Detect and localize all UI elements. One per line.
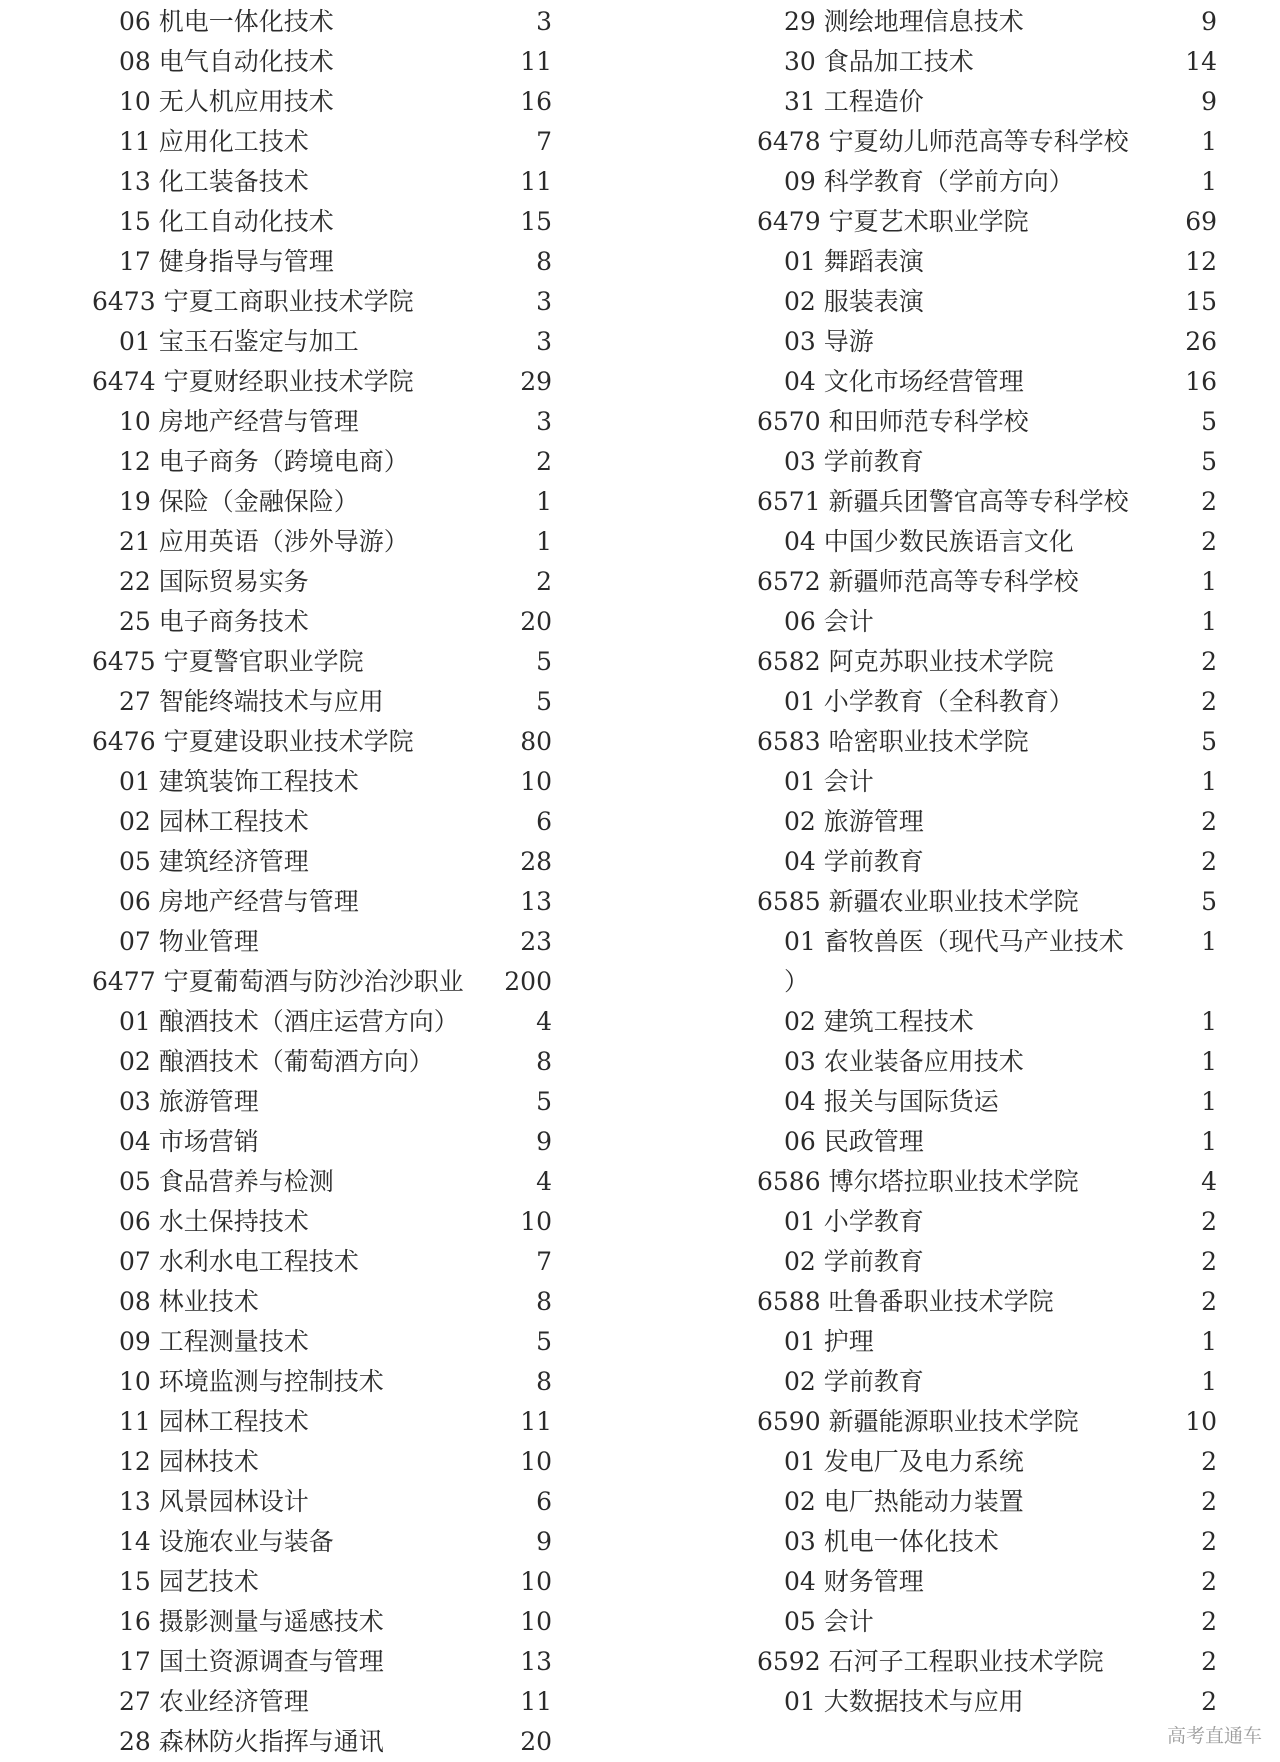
major-name: 19 保险（金融保险）: [119, 487, 359, 516]
major-name: 12 电子商务（跨境电商）: [119, 447, 409, 476]
enrollment-count: 4: [536, 1167, 552, 1196]
major-name: 01 建筑装饰工程技术: [119, 767, 359, 796]
major-name: 01 护理: [784, 1327, 874, 1356]
major-row: [92, 522, 562, 562]
left-column: [92, 2, 562, 1762]
major-name: 03 机电一体化技术: [784, 1527, 999, 1556]
enrollment-count: 11: [520, 1687, 552, 1716]
enrollment-count: 1: [536, 487, 552, 516]
enrollment-count: 2: [1201, 807, 1217, 836]
major-name: 03 导游: [784, 327, 874, 356]
enrollment-count: 1: [1201, 607, 1217, 636]
major-name: 05 建筑经济管理: [119, 847, 309, 876]
enrollment-count: 7: [536, 127, 552, 156]
enrollment-count: 16: [1185, 367, 1217, 396]
major-name: 30 食品加工技术: [784, 47, 974, 76]
major-row: [92, 1242, 562, 1282]
enrollment-count: 3: [536, 407, 552, 436]
enrollment-count: 23: [520, 927, 552, 956]
major-row: [92, 122, 562, 162]
major-name: 10 房地产经营与管理: [119, 407, 359, 436]
major-name: 01 酿酒技术（酒庄运营方向）: [119, 1007, 459, 1036]
major-row: [757, 82, 1227, 122]
school-row: [757, 1642, 1227, 1682]
enrollment-count: 15: [1185, 287, 1217, 316]
enrollment-count: 8: [536, 1367, 552, 1396]
major-row: [757, 922, 1227, 962]
major-row: [757, 1202, 1227, 1242]
major-name: 22 国际贸易实务: [119, 567, 309, 596]
major-name: ）: [784, 967, 810, 996]
major-row: [757, 322, 1227, 362]
school-row: [757, 202, 1227, 242]
school-row: [92, 962, 562, 1002]
major-row: [92, 1602, 562, 1642]
major-row: [757, 1082, 1227, 1122]
major-name: 09 科学教育（学前方向）: [784, 167, 1074, 196]
major-row: [92, 162, 562, 202]
major-row: [757, 1442, 1227, 1482]
enrollment-count: 12: [1185, 247, 1217, 276]
enrollment-count: 1: [1201, 127, 1217, 156]
major-name: 04 市场营销: [119, 1127, 259, 1156]
major-row: [92, 1522, 562, 1562]
enrollment-count: 2: [1201, 1687, 1217, 1716]
school-name: 6475 宁夏警官职业学院: [92, 647, 364, 676]
school-row: [92, 282, 562, 322]
major-name: 13 化工装备技术: [119, 167, 309, 196]
enrollment-count: 2: [1201, 1247, 1217, 1276]
major-row: [757, 362, 1227, 402]
enrollment-count: 1: [1201, 767, 1217, 796]
enrollment-count: 1: [1201, 567, 1217, 596]
enrollment-count: 10: [520, 767, 552, 796]
major-name: 08 电气自动化技术: [119, 47, 334, 76]
enrollment-count: 2: [1201, 1527, 1217, 1556]
enrollment-count: 11: [520, 1407, 552, 1436]
school-row: [757, 402, 1227, 442]
enrollment-count: 1: [1201, 1327, 1217, 1356]
major-name: 01 畜牧兽医（现代马产业技术: [784, 927, 1124, 956]
school-row: [757, 1162, 1227, 1202]
major-row: [757, 1482, 1227, 1522]
enrollment-count: 29: [520, 367, 552, 396]
enrollment-count: 2: [1201, 1447, 1217, 1476]
enrollment-count: 5: [1201, 887, 1217, 916]
major-row: [92, 1442, 562, 1482]
major-name: 29 测绘地理信息技术: [784, 7, 1024, 36]
enrollment-count: 3: [536, 327, 552, 356]
major-name: 01 小学教育（全科教育）: [784, 687, 1074, 716]
major-row: [92, 1042, 562, 1082]
major-name: 06 民政管理: [784, 1127, 924, 1156]
school-row: [757, 1282, 1227, 1322]
major-name: 02 服装表演: [784, 287, 924, 316]
enrollment-count: 28: [520, 847, 552, 876]
major-name: 25 电子商务技术: [119, 607, 309, 636]
major-row: [757, 1002, 1227, 1042]
enrollment-count: 15: [520, 207, 552, 236]
school-row: [757, 882, 1227, 922]
major-name: 06 会计: [784, 607, 874, 636]
major-row: [757, 802, 1227, 842]
school-row: [757, 722, 1227, 762]
major-row: [92, 882, 562, 922]
major-name: 31 工程造价: [784, 87, 924, 116]
major-name: 16 摄影测量与遥感技术: [119, 1607, 384, 1636]
enrollment-count: 200: [504, 967, 552, 996]
major-row: [92, 82, 562, 122]
enrollment-count: 2: [1201, 1647, 1217, 1676]
major-row: [757, 2, 1227, 42]
major-name: 02 园林工程技术: [119, 807, 309, 836]
school-name: 6592 石河子工程职业技术学院: [757, 1647, 1104, 1676]
major-row: [757, 442, 1227, 482]
enrollment-count: 26: [1185, 327, 1217, 356]
enrollment-count: 2: [1201, 647, 1217, 676]
enrollment-count: 1: [1201, 167, 1217, 196]
major-name: 01 小学教育: [784, 1207, 924, 1236]
major-name: 05 会计: [784, 1607, 874, 1636]
enrollment-count: 4: [536, 1007, 552, 1036]
major-row: [92, 1642, 562, 1682]
enrollment-count: 1: [1201, 1047, 1217, 1076]
major-name: 11 应用化工技术: [119, 127, 309, 156]
enrollment-count: 6: [536, 1487, 552, 1516]
school-row: [757, 1402, 1227, 1442]
enrollment-count: 10: [520, 1207, 552, 1236]
enrollment-count: 13: [520, 1647, 552, 1676]
major-row: [92, 1122, 562, 1162]
enrollment-count: 5: [536, 647, 552, 676]
school-name: 6588 吐鲁番职业技术学院: [757, 1287, 1054, 1316]
major-row: [92, 1482, 562, 1522]
school-name: 6585 新疆农业职业技术学院: [757, 887, 1079, 916]
major-name: 02 学前教育: [784, 1247, 924, 1276]
major-row: [757, 1602, 1227, 1642]
major-name: 17 健身指导与管理: [119, 247, 334, 276]
major-name: 09 工程测量技术: [119, 1327, 309, 1356]
major-name: 01 舞蹈表演: [784, 247, 924, 276]
school-name: 6570 和田师范专科学校: [757, 407, 1029, 436]
enrollment-count: 2: [536, 567, 552, 596]
enrollment-count: 1: [1201, 1007, 1217, 1036]
major-name: 27 智能终端技术与应用: [119, 687, 384, 716]
enrollment-count: 5: [1201, 727, 1217, 756]
enrollment-count: 2: [1201, 487, 1217, 516]
major-row: [92, 1282, 562, 1322]
enrollment-count: 2: [1201, 527, 1217, 556]
major-name: 01 宝玉石鉴定与加工: [119, 327, 359, 356]
major-name: 06 机电一体化技术: [119, 7, 334, 36]
enrollment-count: 10: [1185, 1407, 1217, 1436]
enrollment-count: 5: [1201, 407, 1217, 436]
enrollment-count: 10: [520, 1607, 552, 1636]
major-row: [92, 842, 562, 882]
enrollment-count: 80: [520, 727, 552, 756]
enrollment-count: 20: [520, 607, 552, 636]
school-row: [757, 642, 1227, 682]
enrollment-count: 7: [536, 1247, 552, 1276]
major-row: [92, 1362, 562, 1402]
school-name: 6582 阿克苏职业技术学院: [757, 647, 1054, 676]
major-row: [92, 402, 562, 442]
major-row: [757, 162, 1227, 202]
enrollment-count: 2: [536, 447, 552, 476]
school-name: 6590 新疆能源职业技术学院: [757, 1407, 1079, 1436]
major-row: [757, 1242, 1227, 1282]
major-row: [92, 1722, 562, 1762]
major-name: 17 国土资源调查与管理: [119, 1647, 384, 1676]
major-name: 15 园艺技术: [119, 1567, 259, 1596]
major-name: 27 农业经济管理: [119, 1687, 309, 1716]
major-row: [757, 1322, 1227, 1362]
enrollment-count: 1: [1201, 1087, 1217, 1116]
major-row: [92, 1202, 562, 1242]
major-name: 21 应用英语（涉外导游）: [119, 527, 409, 556]
major-row: [757, 682, 1227, 722]
major-name: 06 房地产经营与管理: [119, 887, 359, 916]
major-row: [92, 1082, 562, 1122]
major-row: [757, 1042, 1227, 1082]
major-row: [92, 562, 562, 602]
school-row: [92, 642, 562, 682]
major-name: 13 风景园林设计: [119, 1487, 309, 1516]
enrollment-count: 4: [1201, 1167, 1217, 1196]
major-row: [92, 322, 562, 362]
major-row: [757, 1122, 1227, 1162]
major-row: [92, 682, 562, 722]
major-name: 06 水土保持技术: [119, 1207, 309, 1236]
major-row: [92, 202, 562, 242]
major-name: 02 建筑工程技术: [784, 1007, 974, 1036]
enrollment-count: 5: [536, 1087, 552, 1116]
major-name: 07 水利水电工程技术: [119, 1247, 359, 1276]
enrollment-count: 2: [1201, 1607, 1217, 1636]
major-name: 02 酿酒技术（葡萄酒方向）: [119, 1047, 434, 1076]
school-name: 6583 哈密职业技术学院: [757, 727, 1029, 756]
major-name: 04 报关与国际货运: [784, 1087, 999, 1116]
major-row: [92, 442, 562, 482]
school-name: 6479 宁夏艺术职业学院: [757, 207, 1029, 236]
major-row: [92, 482, 562, 522]
major-name: 03 旅游管理: [119, 1087, 259, 1116]
major-name: 10 环境监测与控制技术: [119, 1367, 384, 1396]
major-row: [92, 1162, 562, 1202]
enrollment-count: 8: [536, 247, 552, 276]
enrollment-count: 69: [1185, 207, 1217, 236]
major-row: [757, 1362, 1227, 1402]
major-row: [92, 2, 562, 42]
enrollment-count: 14: [1185, 47, 1217, 76]
major-name: 07 物业管理: [119, 927, 259, 956]
major-row: [757, 602, 1227, 642]
major-row: [757, 1562, 1227, 1602]
school-name: 6476 宁夏建设职业技术学院: [92, 727, 414, 756]
major-name: 01 发电厂及电力系统: [784, 1447, 1024, 1476]
enrollment-count: 20: [520, 1727, 552, 1756]
enrollment-count: 5: [536, 1327, 552, 1356]
major-row: [92, 1002, 562, 1042]
major-row: [757, 962, 1227, 1002]
major-row: [92, 922, 562, 962]
major-row: [92, 1682, 562, 1722]
school-name: 6571 新疆兵团警官高等专科学校: [757, 487, 1129, 516]
major-row: [92, 762, 562, 802]
major-name: 12 园林技术: [119, 1447, 259, 1476]
school-row: [92, 362, 562, 402]
enrollment-count: 3: [536, 287, 552, 316]
major-row: [92, 1562, 562, 1602]
major-name: 04 财务管理: [784, 1567, 924, 1596]
enrollment-count: 1: [1201, 1127, 1217, 1156]
major-name: 03 学前教育: [784, 447, 924, 476]
right-column: [757, 2, 1227, 1722]
major-name: 03 农业装备应用技术: [784, 1047, 1024, 1076]
major-row: [757, 522, 1227, 562]
enrollment-count: 2: [1201, 1567, 1217, 1596]
major-name: 05 食品营养与检测: [119, 1167, 334, 1196]
enrollment-count: 2: [1201, 687, 1217, 716]
enrollment-count: 9: [1201, 7, 1217, 36]
enrollment-count: 1: [1201, 1367, 1217, 1396]
major-name: 04 中国少数民族语言文化: [784, 527, 1074, 556]
school-row: [757, 562, 1227, 602]
enrollment-count: 2: [1201, 1487, 1217, 1516]
major-name: 02 学前教育: [784, 1367, 924, 1396]
watermark: 高考直通车: [1166, 1725, 1262, 1747]
enrollment-count: 11: [520, 47, 552, 76]
enrollment-count: 13: [520, 887, 552, 916]
enrollment-count: 9: [536, 1527, 552, 1556]
school-name: 6473 宁夏工商职业技术学院: [92, 287, 414, 316]
major-name: 01 会计: [784, 767, 874, 796]
enrollment-count: 5: [536, 687, 552, 716]
major-name: 11 园林工程技术: [119, 1407, 309, 1436]
major-name: 04 文化市场经营管理: [784, 367, 1024, 396]
school-name: 6478 宁夏幼儿师范高等专科学校: [757, 127, 1129, 156]
enrollment-count: 11: [520, 167, 552, 196]
enrollment-count: 10: [520, 1567, 552, 1596]
major-row: [92, 802, 562, 842]
enrollment-count: 9: [1201, 87, 1217, 116]
major-name: 02 电厂热能动力装置: [784, 1487, 1024, 1516]
school-row: [757, 122, 1227, 162]
enrollment-count: 1: [536, 527, 552, 556]
school-name: 6586 博尔塔拉职业技术学院: [757, 1167, 1079, 1196]
major-name: 04 学前教育: [784, 847, 924, 876]
major-name: 15 化工自动化技术: [119, 207, 334, 236]
school-row: [92, 722, 562, 762]
enrollment-count: 8: [536, 1047, 552, 1076]
major-name: 02 旅游管理: [784, 807, 924, 836]
school-name: 6474 宁夏财经职业技术学院: [92, 367, 414, 396]
enrollment-count: 10: [520, 1447, 552, 1476]
major-row: [757, 762, 1227, 802]
major-name: 14 设施农业与装备: [119, 1527, 334, 1556]
major-row: [757, 1522, 1227, 1562]
enrollment-count: 5: [1201, 447, 1217, 476]
major-row: [757, 1682, 1227, 1722]
enrollment-count: 8: [536, 1287, 552, 1316]
school-name: 6477 宁夏葡萄酒与防沙治沙职业: [92, 967, 464, 996]
major-row: [92, 1322, 562, 1362]
major-row: [757, 842, 1227, 882]
school-name: 6572 新疆师范高等专科学校: [757, 567, 1079, 596]
school-row: [757, 482, 1227, 522]
major-row: [92, 1402, 562, 1442]
enrollment-count: 16: [520, 87, 552, 116]
major-row: [92, 242, 562, 282]
major-name: 08 林业技术: [119, 1287, 259, 1316]
major-row: [92, 602, 562, 642]
major-row: [757, 282, 1227, 322]
major-row: [757, 42, 1227, 82]
enrollment-count: 2: [1201, 1287, 1217, 1316]
enrollment-count: 2: [1201, 1207, 1217, 1236]
major-name: 28 森林防火指挥与通讯: [119, 1727, 384, 1756]
enrollment-count: 2: [1201, 847, 1217, 876]
major-row: [92, 42, 562, 82]
enrollment-count: 6: [536, 807, 552, 836]
enrollment-count: 9: [536, 1127, 552, 1156]
major-row: [757, 242, 1227, 282]
major-name: 10 无人机应用技术: [119, 87, 334, 116]
major-name: 01 大数据技术与应用: [784, 1687, 1024, 1716]
enrollment-count: 1: [1201, 927, 1217, 956]
enrollment-count: 3: [536, 7, 552, 36]
